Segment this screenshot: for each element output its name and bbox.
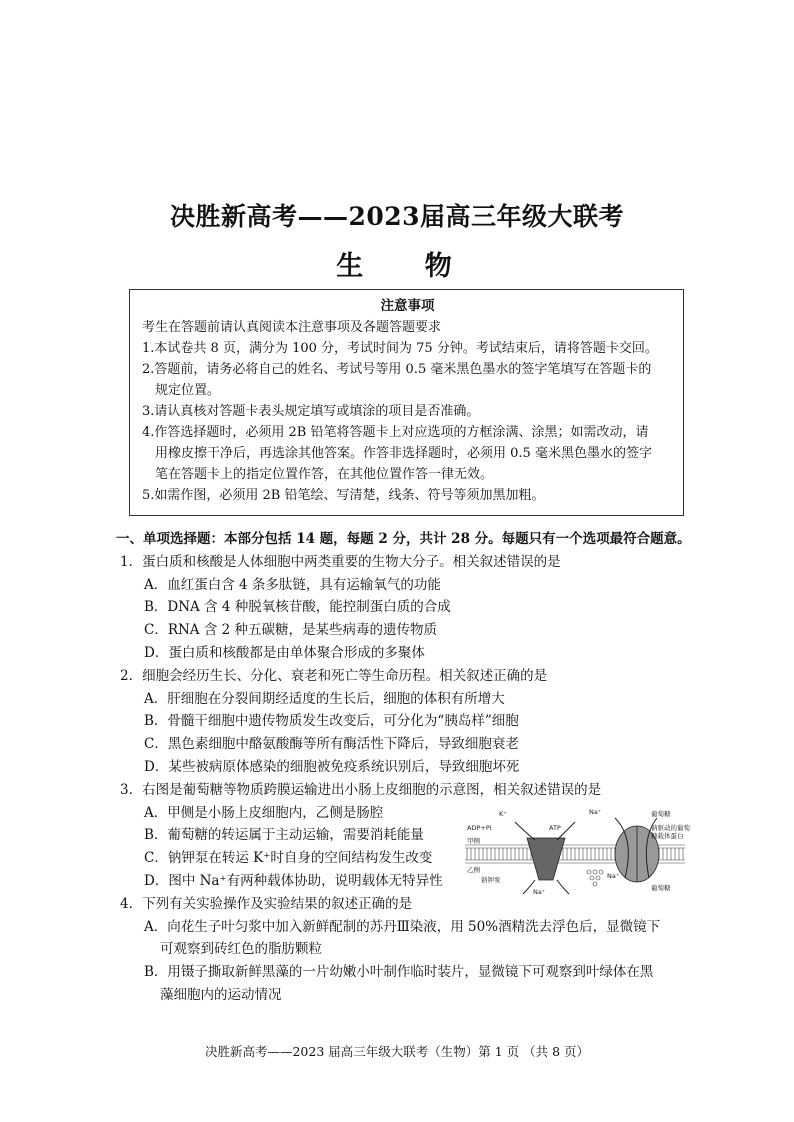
membrane-transport-diagram [465, 808, 690, 898]
question-option: D．蛋白质和核酸都是由单体聚合形成的多聚体 [144, 644, 425, 661]
question-option-continued: 藻细胞内的运动情况 [160, 986, 282, 1003]
question-stem: 1．蛋白质和核酸是人体细胞中两类重要的生物大分子。相关叙述错误的是 [120, 553, 561, 570]
label-na-mid: Na⁺ [607, 872, 620, 880]
notice-item: 2.答题前，请务必将自己的姓名、考试号等用 0.5 毫米黑色墨水的签字笔填写在答题卡的 [142, 362, 652, 377]
question-option: A．向花生子叶匀浆中加入新鲜配制的苏丹Ⅲ染液，用 50%酒精洗去浮色后，显微镜下 [144, 918, 661, 935]
notice-item: 用橡皮擦干净后，再选涂其他答案。作答非选择题时，必须用 0.5 毫米黑色墨水的签字 [155, 446, 652, 461]
label-pump: 钠钾泵 [481, 876, 501, 884]
question-option: C．钠钾泵在转运 K⁺时自身的空间结构发生改变 [144, 850, 433, 867]
label-na-top: Na⁺ [589, 808, 602, 816]
label-jia: 甲侧 [467, 837, 480, 845]
question-option: B．用镊子撕取新鲜黑藻的一片幼嫩小叶制作临时装片，显微镜下可观察到叶绿体在黑 [144, 964, 654, 981]
label-glucose-top: 葡萄糖 [651, 810, 671, 818]
label-carrier-1: 钠驱动的葡萄 [651, 824, 690, 832]
notice-item: 5.如需作图，必须用 2B 铅笔绘、写清楚，线条、符号等须加黑加粗。 [142, 488, 545, 503]
question-option: B．骨髓干细胞中遗传物质发生改变后，可分化为“胰岛样”细胞 [144, 713, 519, 730]
label-na-bottom: Na⁺ [533, 888, 546, 896]
notice-title: 注意事项 [380, 298, 435, 314]
question-stem: 4．下列有关实验操作及实验结果的叙述正确的是 [120, 895, 413, 912]
label-yi: 乙侧 [467, 866, 480, 874]
question-option: D．图中 Na⁺有两种载体协助，说明载体无特异性 [144, 872, 443, 889]
question-option-continued: 可观察到砖红色的脂肪颗粒 [160, 941, 322, 958]
sodium-potassium-pump [527, 838, 565, 880]
label-adp: ADP+Pi [467, 824, 492, 832]
question-stem: 3．右图是葡萄糖等物质跨膜运输进出小肠上皮细胞的示意图，相关叙述错误的是 [120, 781, 602, 798]
notice-intro: 考生在答题前请认真阅读本注意事项及各题答题要求 [142, 320, 442, 335]
question-option: C．黑色素细胞中酪氨酸酶等所有酶活性下降后，导致细胞衰老 [144, 736, 519, 753]
questions-section [116, 528, 691, 1007]
notice-item: 1.本试卷共 8 页，满分为 100 分，考试时间为 75 分钟。考试结束后，请将答题卡交回。 [142, 341, 658, 356]
label-k: K⁺ [499, 810, 507, 818]
question-option: C．RNA 含 2 种五碳糖，是某些病毒的遗传物质 [144, 622, 438, 639]
subject-title: 生 物 [336, 251, 478, 282]
notice-item: 规定位置。 [155, 383, 221, 398]
label-glucose-bottom: 葡萄糖 [651, 884, 671, 892]
question-option: A．血红蛋白含 4 条多肽链，具有运输氧气的功能 [144, 576, 441, 593]
notice-item: 4.作答选择题时，必须用 2B 铅笔将答题卡上对应选项的方框涂满、涂黑；如需改动，请 [142, 425, 649, 440]
question-option: A．肝细胞在分裂间期经适度的生长后，细胞的体积有所增大 [144, 690, 505, 707]
question-option: B．葡萄糖的转运属于主动运输，需要消耗能量 [144, 827, 424, 844]
exam-title: 决胜新高考——2023届高三年级大联考 [169, 202, 625, 231]
section-heading: 一、单项选择题：本部分包括 14 题，每题 2 分，共计 28 分。每题只有一个选项最符合题意。 [116, 531, 691, 547]
notice-item: 笔在答题卡上的指定位置作答，在其他位置作答一律无效。 [155, 467, 494, 482]
question-option: A．甲侧是小肠上皮细胞内，乙侧是肠腔 [144, 804, 384, 821]
page-footer: 决胜新高考——2023 届高三年级大联考（生物）第 1 页 （共 8 页） [204, 1044, 590, 1059]
label-carrier-2: 糖载体蛋白 [651, 832, 684, 840]
question-option: B．DNA 含 4 种脱氧核苷酸，能控制蛋白质的合成 [144, 599, 451, 616]
question-option: D．某些被病原体感染的细胞被免疫系统识别后，导致细胞坏死 [144, 758, 520, 775]
question-stem: 2．细胞会经历生长、分化、衰老和死亡等生命历程。相关叙述正确的是 [120, 667, 548, 684]
notice-box [129, 289, 684, 516]
label-atp: ATP [549, 824, 561, 832]
notice-item: 3.请认真核对答题卡表头规定填写或填涂的项目是否准确。 [142, 404, 480, 419]
